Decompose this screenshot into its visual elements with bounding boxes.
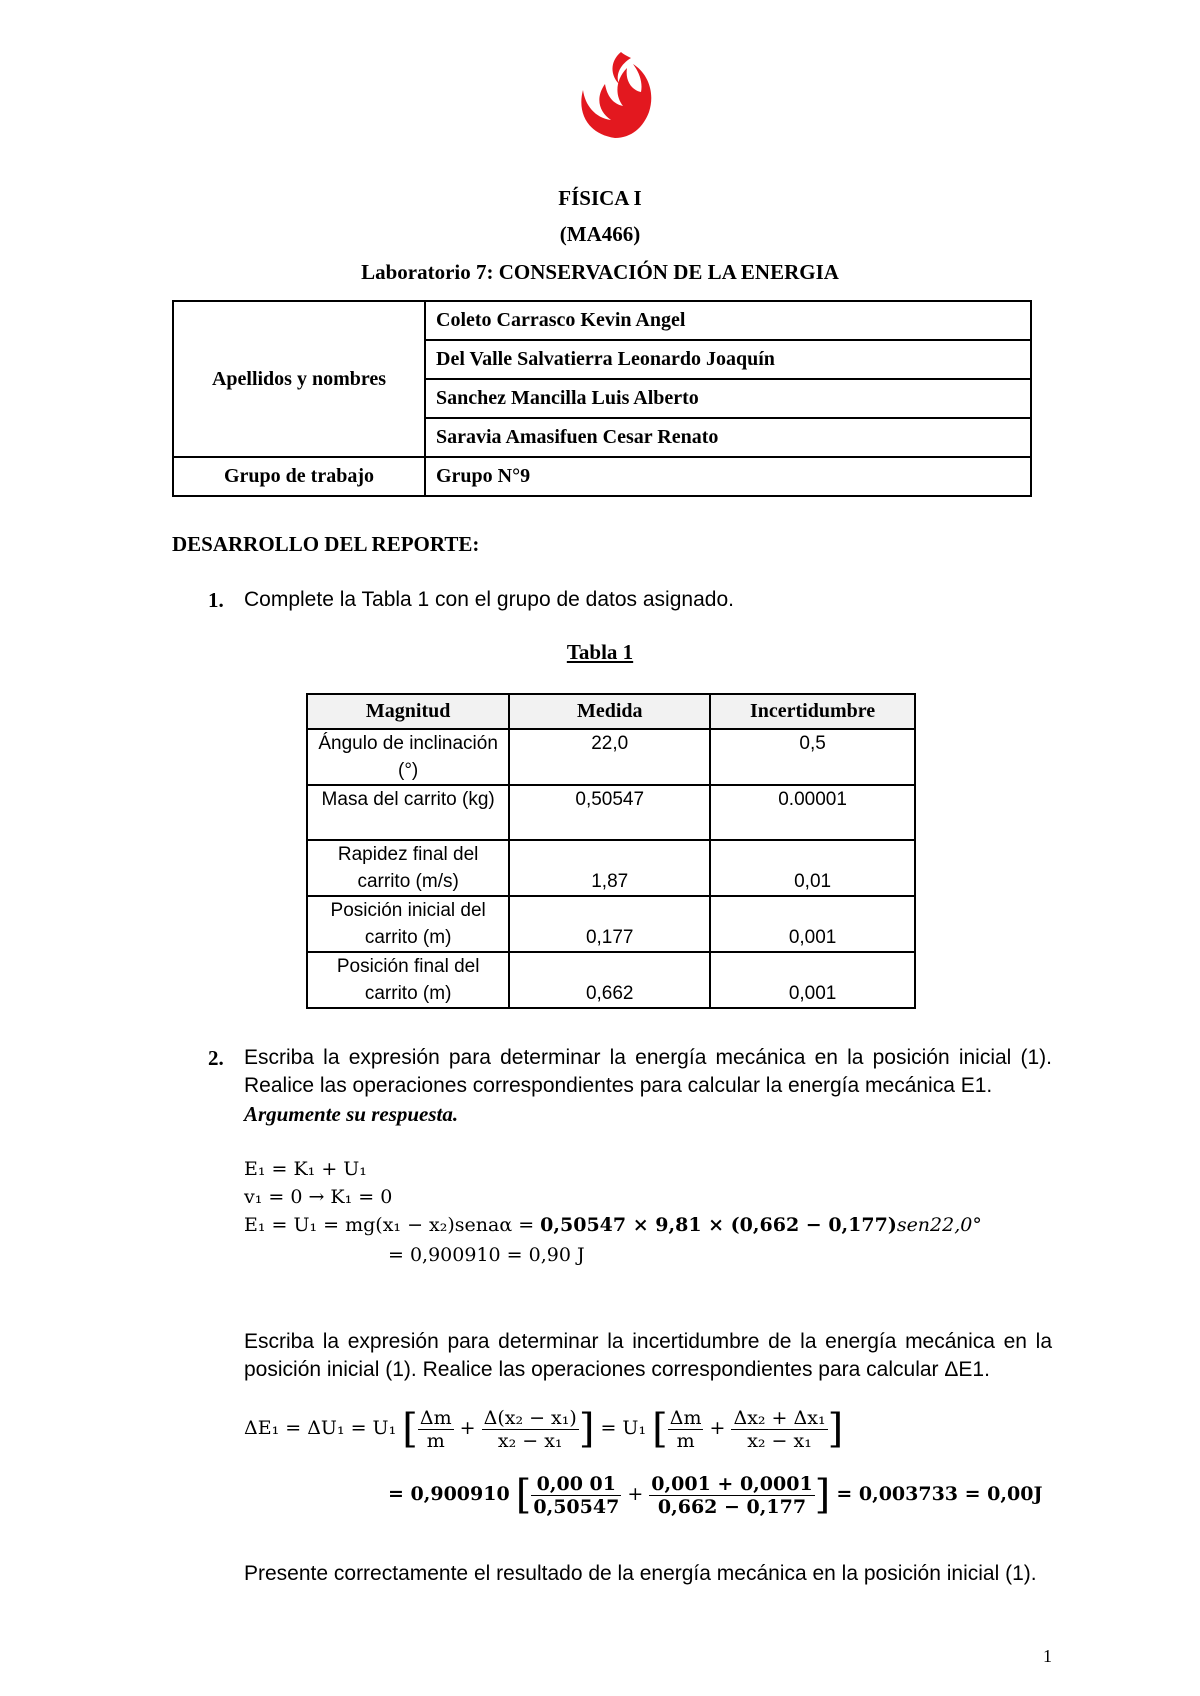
names-label: Apellidos y nombres — [173, 301, 425, 457]
section-title: DESARROLLO DEL REPORTE: — [172, 532, 480, 556]
table-title: Tabla 1 — [566, 640, 634, 664]
table-row — [307, 896, 915, 952]
table-row — [307, 952, 915, 1008]
lab-title: Laboratorio 7: CONSERVACIÓN DE LA ENERGIA — [361, 260, 839, 284]
table-cell: 0,01 — [710, 840, 915, 896]
table-cell: 0,5 — [710, 729, 915, 785]
table-cell: 0,177 — [509, 896, 710, 952]
equation: = 0,900910 = 0,90 J — [388, 1244, 585, 1266]
member-name: Sanchez Mancilla Luis Alberto — [425, 379, 1031, 418]
table-cell: 0.00001 — [710, 785, 915, 840]
table-cell: 22,0 — [509, 729, 710, 785]
question-text: Escriba la expresión para determinar la energía mecánica en la posición inicial (1). Realice las operaciones correspondientes para calcular la energía mecánica E1. — [244, 1046, 1052, 1097]
course-code: (MA466) — [559, 222, 641, 246]
equation: v₁ = 0 → K₁ = 0 — [244, 1186, 393, 1208]
table-cell: 0,001 — [710, 896, 915, 952]
table-header: Medida — [509, 694, 710, 729]
question-text: Complete la Tabla 1 con el grupo de datos asignado. — [244, 588, 734, 611]
table-cell: 0,50547 — [509, 785, 710, 840]
table-row — [307, 785, 915, 840]
uncertainty-text: Escriba la expresión para determinar la incertidumbre de la energía mecánica en la posición inicial (1). Realice las operaciones correspondientes para calcular ΔE1. — [244, 1330, 1052, 1381]
member-name: Saravia Amasifuen Cesar Renato — [425, 418, 1031, 457]
question-1 — [172, 586, 1052, 614]
data-table — [306, 693, 916, 1009]
table-cell: Masa del carrito (kg) — [307, 785, 509, 840]
table-cell: Ángulo de inclinación (°) — [307, 729, 509, 785]
table-header: Magnitud — [307, 694, 509, 729]
table-cell: 1,87 — [509, 840, 710, 896]
table-header: Incertidumbre — [710, 694, 915, 729]
question-emphasis: Argumente su respuesta. — [244, 1102, 459, 1126]
member-name: Del Valle Salvatierra Leonardo Joaquín — [425, 340, 1031, 379]
equation: E₁ = U₁ = mg(x₁ − x₂)senaα = 0,50547 × 9,81 × (0,662 − 0,177)sen22,0° — [244, 1214, 982, 1236]
question-number: 2. — [208, 1046, 224, 1070]
course-title: FÍSICA I — [558, 186, 642, 210]
uncertainty-equation: = 0,900910 [ $\frac{0,00 01}{0,50547}$ + $\frac{0,001 + 0,0001}{0,662 - 0,177}$ ] = 0,003733 = 0,00J — [388, 1472, 1043, 1518]
table-cell: Posición final del carrito (m) — [307, 952, 509, 1008]
table-cell: Posición inicial del carrito (m) — [307, 896, 509, 952]
present-text: Presente correctamente el resultado de la energía mecánica en la posición inicial (1). — [244, 1562, 1037, 1585]
table-cell: Rapidez final del carrito (m/s) — [307, 840, 509, 896]
table-cell: 0,001 — [710, 952, 915, 1008]
group-label: Grupo de trabajo — [173, 457, 425, 496]
table-row — [307, 729, 915, 785]
member-name: Coleto Carrasco Kevin Angel — [425, 301, 1031, 340]
university-logo — [575, 50, 655, 140]
table-cell: 0,662 — [509, 952, 710, 1008]
question-number: 1. — [208, 588, 224, 612]
group-value: Grupo N°9 — [425, 457, 1031, 496]
page-number: 1 — [1043, 1646, 1052, 1666]
table-row — [307, 840, 915, 896]
equation: E₁ = K₁ + U₁ — [244, 1158, 367, 1180]
uncertainty-equation: ΔE₁ = ΔU₁ = U₁ [ $\frac{\Delta m}{m}$ + $\frac{\text{Δ(x₂ − x₁)}}{\text{x₂ − x₁}}$ ] = U₁ [ $\frac{\Delta m}{m}$ + $\frac{\text{Δx₂ + Δx₁}}{\text{x₂ − x₁}}$ ] — [244, 1406, 844, 1452]
question-2 — [172, 1044, 1052, 1129]
members-table — [172, 300, 1032, 497]
